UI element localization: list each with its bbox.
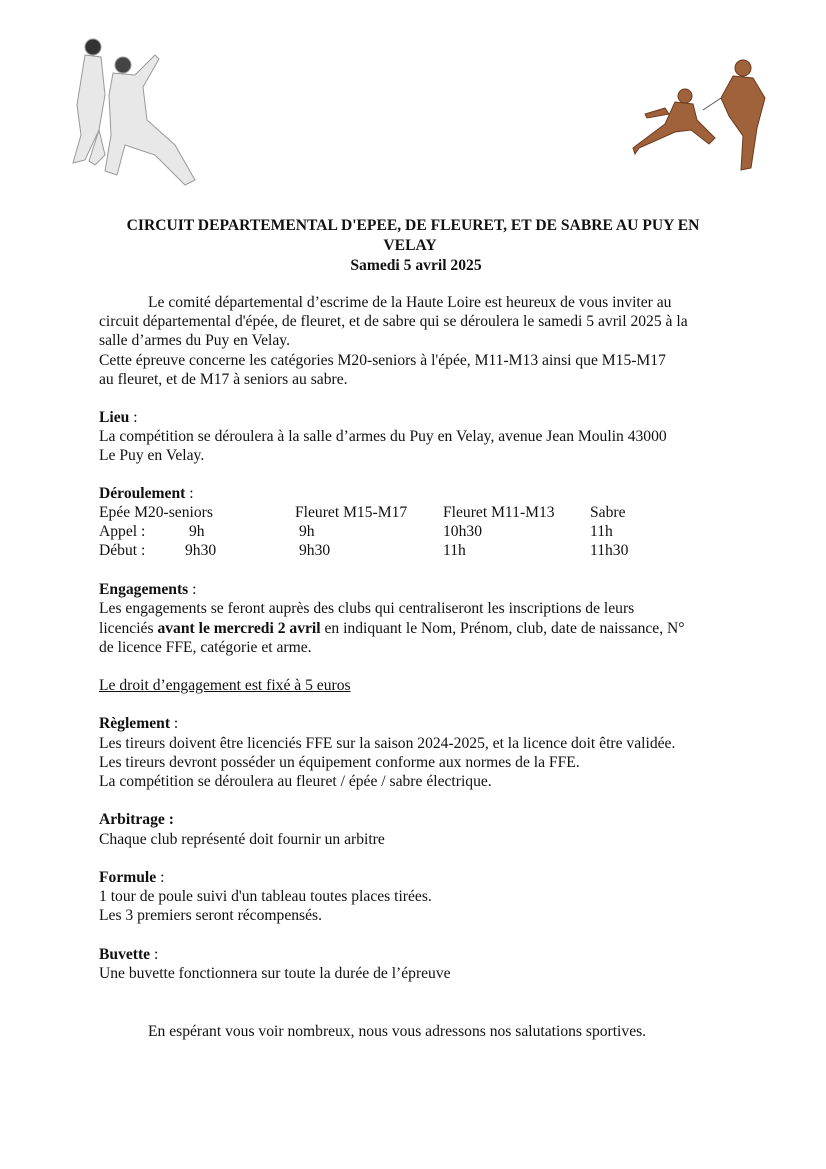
buvette-line: Une buvette fonctionnera sur toute la durée de l’épreuve [99, 965, 451, 982]
lieu-line: La compétition se déroulera à la salle d’armes du Puy en Velay, avenue Jean Moulin 43000 [99, 428, 667, 445]
cell: 11h [443, 542, 466, 559]
row-label: Appel : [99, 523, 146, 540]
engagements-line: Les engagements se feront auprès des clubs qui centraliseront les inscriptions de leurs [99, 600, 635, 617]
intro-line: Cette épreuve concerne les catégories M20-seniors à l'épée, M11-M13 ainsi que M15-M17 [99, 352, 666, 369]
cell: 9h30 [299, 542, 331, 559]
cell: 10h30 [443, 523, 482, 540]
engagements-line: de licence FFE, catégorie et arme. [99, 639, 312, 656]
reglement-line: La compétition se déroulera au fleuret / épée / sabre électrique. [99, 773, 492, 790]
row-label: Début : [99, 542, 146, 559]
column-header: Fleuret M15-M17 [295, 504, 408, 521]
closing-text: En espérant vous voir nombreux, nous vous adressons nos salutations sportives. [148, 1023, 647, 1040]
fencers-white-image [55, 35, 215, 195]
formule-line: Les 3 premiers seront récompensés. [99, 907, 323, 924]
lieu-heading: Lieu : [99, 409, 138, 426]
engagements-line: licenciés avant le mercredi 2 avril en indiquant le Nom, Prénom, club, date de naissance, N° [99, 620, 685, 637]
engagements-heading: Engagements : [99, 581, 197, 598]
lieu-line: Le Puy en Velay. [99, 447, 205, 464]
column-header: Sabre [590, 504, 626, 521]
cell: 9h [299, 523, 315, 540]
entry-fee: Le droit d’engagement est fixé à 5 euros [99, 677, 351, 694]
deroulement-heading: Déroulement : [99, 485, 194, 502]
cell: 11h [590, 523, 613, 540]
column-header: Fleuret M11-M13 [443, 504, 555, 521]
arbitrage-line: Chaque club représenté doit fournir un arbitre [99, 831, 385, 848]
reglement-heading: Règlement : [99, 715, 179, 732]
buvette-heading: Buvette : [99, 946, 159, 963]
intro-line: circuit départemental d'épée, de fleuret, et de sabre qui se déroulera le samedi 5 avril 2025 à la [99, 313, 688, 330]
reglement-line: Les tireurs doivent être licenciés FFE sur la saison 2024-2025, et la licence doit être validée. [99, 735, 676, 752]
formule-heading: Formule : [99, 869, 165, 886]
event-date: Samedi 5 avril 2025 [350, 257, 482, 274]
cell: 9h [189, 523, 205, 540]
title-line-1: CIRCUIT DEPARTEMENTAL D'EPEE, DE FLEURET, ET DE SABRE AU PUY EN [126, 217, 700, 234]
reglement-line: Les tireurs devront posséder un équipement conforme aux normes de la FFE. [99, 754, 580, 771]
column-header: Epée M20-seniors [99, 504, 213, 521]
deadline: avant le mercredi 2 avril [157, 620, 321, 637]
cell: 11h30 [590, 542, 629, 559]
fencers-bronze-image [625, 58, 775, 178]
intro-line: au fleuret, et de M17 à seniors au sabre. [99, 371, 348, 388]
title-line-2: VELAY [383, 237, 437, 254]
intro-line: salle d’armes du Puy en Velay. [99, 332, 290, 349]
formule-line: 1 tour de poule suivi d'un tableau toutes places tirées. [99, 888, 432, 905]
intro-line: Le comité départemental d’escrime de la Haute Loire est heureux de vous inviter au [148, 294, 672, 311]
arbitrage-heading: Arbitrage : [99, 811, 174, 828]
cell: 9h30 [185, 542, 217, 559]
